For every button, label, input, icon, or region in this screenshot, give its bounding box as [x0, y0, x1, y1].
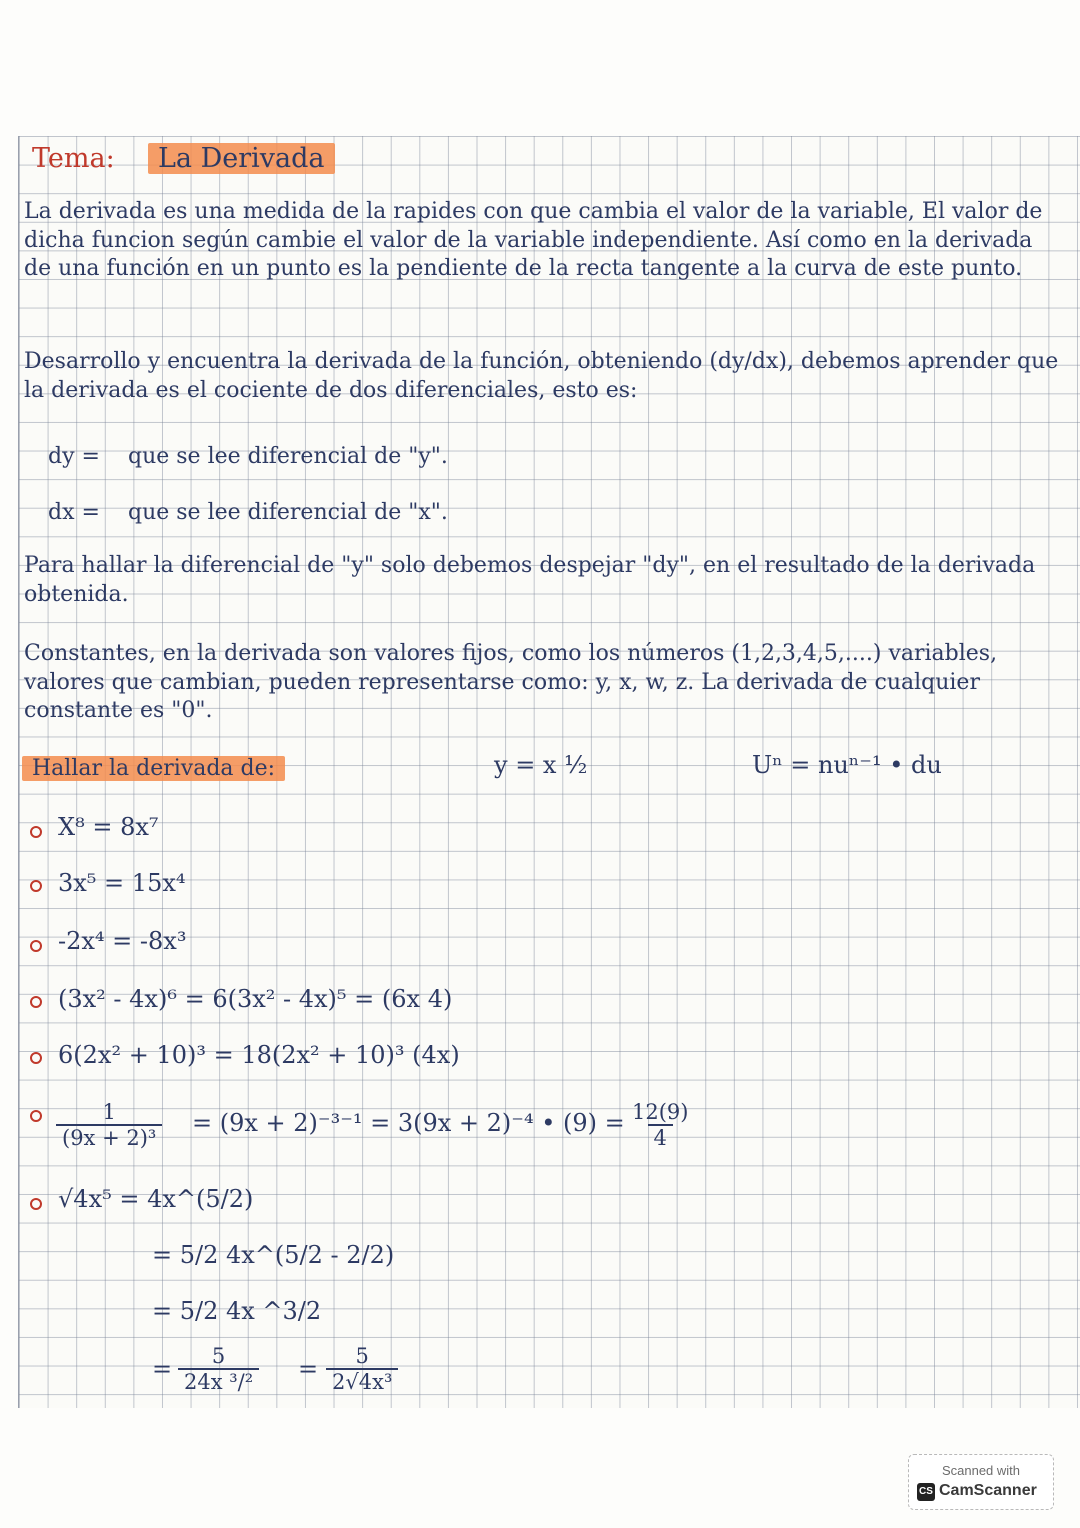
- constants-paragraph: Constantes, en la derivada son valores fijos, como los números (1,2,3,4,5,....) variables, valores que cambian, pueden representarse como: y, x, w, z. La derivada de cualquier constante es "0".: [24, 641, 998, 724]
- bullet-icon: [30, 996, 42, 1008]
- power-formula-y: y = x ½: [494, 751, 588, 779]
- camscanner-watermark: [908, 1454, 1054, 1510]
- root-fraction-a: $\frac{5}{\text{24x ³/²}}$: [178, 1344, 259, 1394]
- exercise-item-1: X⁸ = 8x⁷: [58, 813, 159, 841]
- exercise-item-3: -2x⁴ = -8x³: [58, 927, 187, 955]
- exercise-item-2: 3x⁵ = 15x⁴: [58, 869, 186, 897]
- bullet-icon: [30, 940, 42, 952]
- exercise-heading: Hallar la derivada de:: [22, 756, 285, 782]
- dy-text: que se lee diferencial de "y".: [128, 444, 448, 469]
- root-line-4-eq-a: =: [152, 1355, 173, 1383]
- root-line-3: = 5/2 4x ^3/2: [152, 1297, 322, 1325]
- topic-title: La Derivada: [148, 146, 335, 172]
- bullet-icon: [30, 1198, 42, 1210]
- bullet-icon: [30, 1110, 42, 1122]
- development-paragraph: Desarrollo y encuentra la derivada de la función, obteniendo (dy/dx), debemos aprender que la derivada es el cociente de dos diferenciales, esto es:: [24, 349, 1059, 403]
- fraction-left: $\frac{1}{\text{(9x + 2)³}}$: [56, 1100, 162, 1150]
- fraction-result: $\frac{12(9)}{4}$: [632, 1100, 689, 1150]
- exercise-item-5: 6(2x² + 10)³ = 18(2x² + 10)³ (4x): [58, 1041, 460, 1069]
- root-fraction-b: $\frac{5}{\text{2√4x³}}$: [326, 1344, 398, 1394]
- root-line-2: = 5/2 4x^(5/2 - 2/2): [152, 1241, 395, 1269]
- dx-text: que se lee diferencial de "x".: [128, 500, 448, 525]
- dx-symbol: dx =: [48, 500, 100, 525]
- power-rule-formula: Uⁿ = nuⁿ⁻¹ • du: [752, 751, 942, 779]
- root-line-4-eq-b: =: [298, 1355, 319, 1383]
- definition-paragraph: La derivada es una medida de la rapides con que cambia el valor de la variable, El valor de dicha funcion según cambie el valor de la variable independiente. Así como en la derivada de una función en un punto es la pendiente de la recta tangente a la curva de este punto.: [24, 199, 1043, 282]
- exercise-item-4: (3x² - 4x)⁶ = 6(3x² - 4x)⁵ = (6x 4): [58, 985, 453, 1013]
- root-line-1: √4x⁵ = 4x^(5/2): [58, 1185, 254, 1213]
- bullet-icon: [30, 880, 42, 892]
- bullet-icon: [30, 1052, 42, 1064]
- dy-symbol: dy =: [48, 444, 100, 469]
- topic-label: Tema:: [32, 143, 115, 174]
- watermark-brand: CamScanner: [939, 1482, 1037, 1499]
- fraction-steps: = (9x + 2)⁻³⁻¹ = 3(9x + 2)⁻⁴ • (9) =: [192, 1109, 625, 1137]
- camscanner-logo-icon: CS: [917, 1483, 935, 1501]
- differential-paragraph: Para hallar la diferencial de "y" solo debemos despejar "dy", en el resultado de la derivada obtenida.: [24, 553, 1036, 607]
- bullet-icon: [30, 826, 42, 838]
- watermark-caption: Scanned with: [941, 1463, 1021, 1478]
